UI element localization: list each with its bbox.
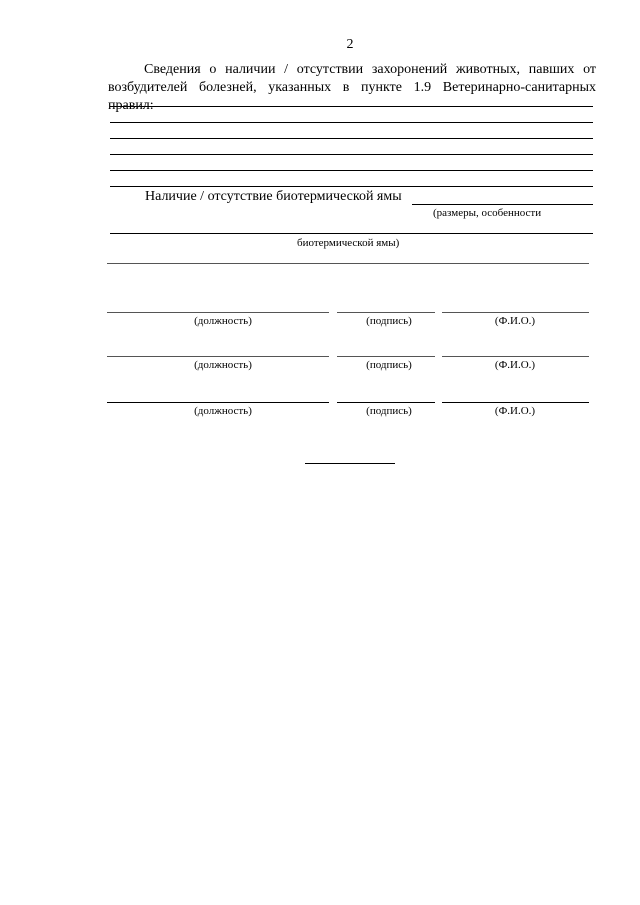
burial-info-line xyxy=(110,106,593,107)
pit-input-line xyxy=(110,233,593,234)
end-of-document-line xyxy=(305,463,395,464)
signature-caption: (подпись) xyxy=(366,405,412,417)
position-line xyxy=(107,402,329,403)
pit-hint-part1: (размеры, особенности xyxy=(433,207,542,219)
pit-input-line xyxy=(412,204,593,205)
burial-info-line xyxy=(110,154,593,155)
name-line xyxy=(442,402,589,403)
signature-line xyxy=(337,402,435,403)
name-line xyxy=(442,356,589,357)
signature-line xyxy=(337,312,435,313)
position-caption: (должность) xyxy=(194,405,252,417)
position-line xyxy=(107,356,329,357)
pit-input-line xyxy=(107,263,589,264)
position-caption: (должность) xyxy=(194,315,252,327)
burial-info-line xyxy=(110,170,593,171)
name-caption: (Ф.И.О.) xyxy=(494,405,536,417)
burial-info-line xyxy=(110,138,593,139)
signature-caption: (подпись) xyxy=(366,315,412,327)
burial-info-line xyxy=(110,122,593,123)
burial-info-line xyxy=(110,186,593,187)
pit-label: Наличие / отсутствие биотермической ямы xyxy=(145,189,402,204)
burial-info-text: Сведения о наличии / отсутствии захоронений животных, павших от возбудителей болезней, указанных в пункте 1.9 Ветеринарно-санитарных правил: xyxy=(108,62,596,113)
position-line xyxy=(107,312,329,313)
name-caption: (Ф.И.О.) xyxy=(494,315,536,327)
signature-line xyxy=(337,356,435,357)
name-caption: (Ф.И.О.) xyxy=(494,359,536,371)
page-number: 2 xyxy=(346,37,354,52)
name-line xyxy=(442,312,589,313)
position-caption: (должность) xyxy=(194,359,252,371)
signature-caption: (подпись) xyxy=(366,359,412,371)
pit-hint-part2: биотермической ямы) xyxy=(297,237,400,249)
